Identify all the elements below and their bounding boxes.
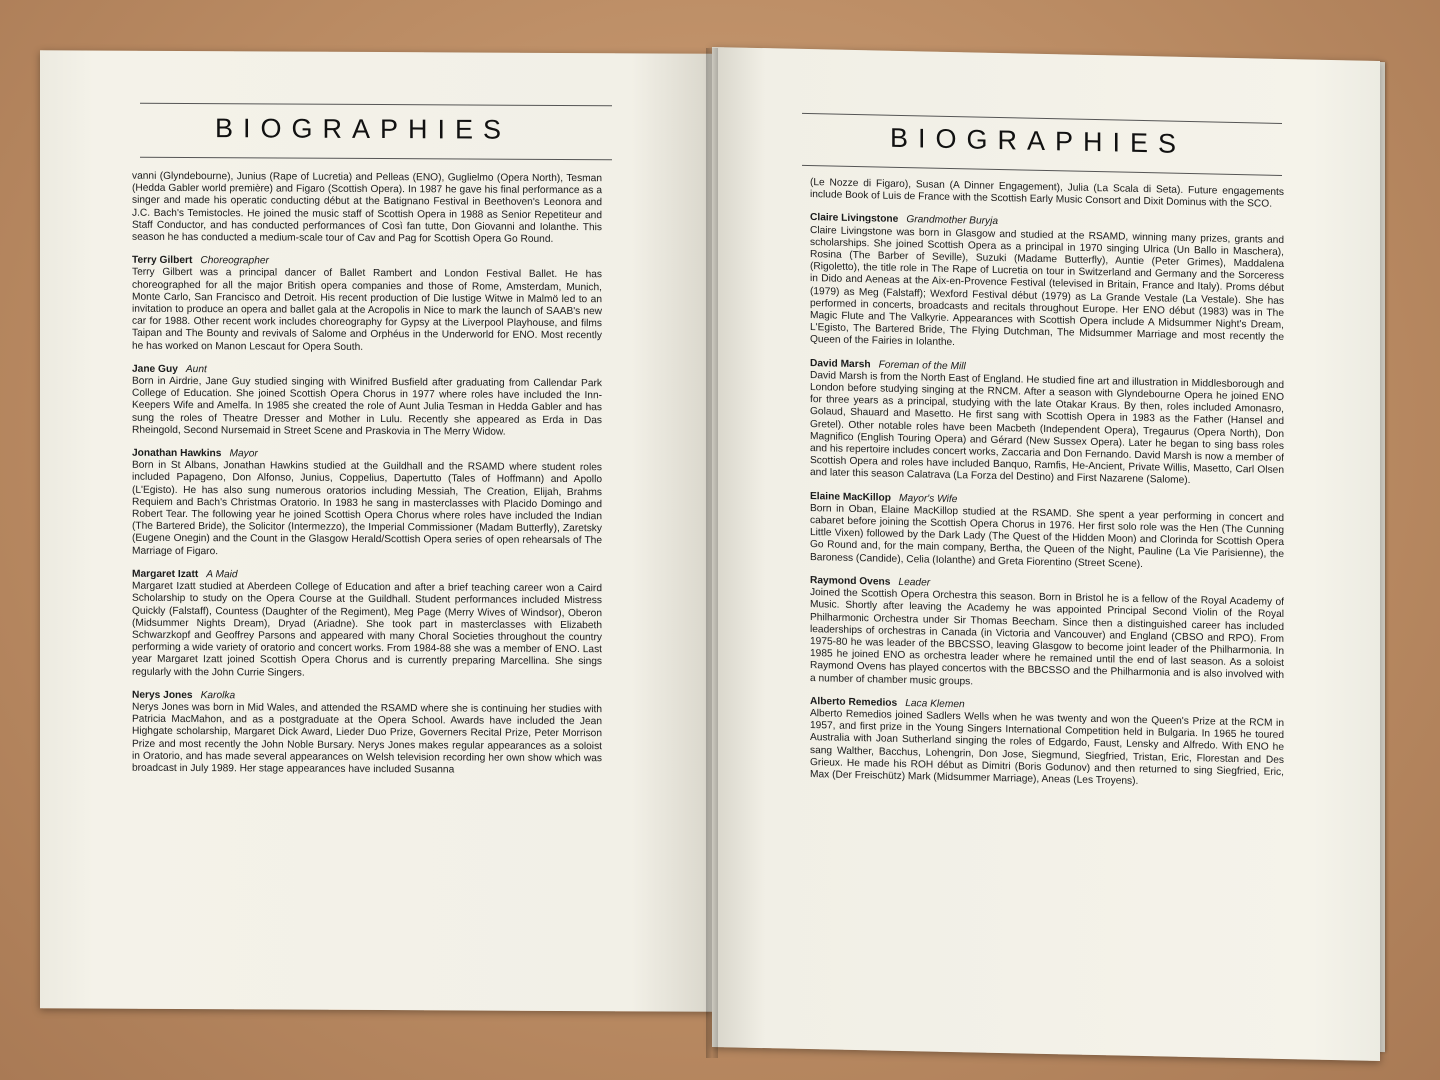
bio-text: Terry Gilbert was a principal dancer of Ballet Rambert and London Festival Ballet. He has choreographed for all the major British opera companies and those of Rome, Amsterdam, Munich, Monte Carlo, San Francisco and Detroit. His recent production of Die lustige Witwe in Malmö led to an invitation to produce an opera and ballet gala at the Acropolis in Nice to mark the launch of SAAB's new car for 1988. Other recent work includes choreography for Gypsy at the Liverpool Playhouse, and films Taipan and The Bounty and revivals of Salome and Orphéus in the Underworld for ENO. Most recently he has worked on Manon Lescaut for Opera South. — [132, 267, 602, 353]
right-page — [712, 47, 1380, 1061]
bio-column — [132, 171, 602, 789]
open-booklet — [40, 48, 1385, 1048]
bio-text: Margaret Izatt studied at Aberdeen College of Education and after a brief teaching career won a Caird Scholarship to study on the Opera Course at the Guildhall. Student performances included Mistress Quickly (Falstaff), Countess (Daughter of the Regiment), Meg Page (Merry Wives of Windsor), Oberon (Midsummer Nights Dream), Dryad (Ariadne). She took part in masterclasses with Elizabeth Schwarzkopf and Geoffrey Parsons and appeared with many Choral Societies throughout the country performing a wide variety of oratorio and concert works. From 1984-88 she was a member of ENO. Last year Margaret Izatt joined Scottish Opera Chorus and is currently preparing Marcellina. She sings regularly with the John Currie Singers. — [132, 580, 602, 679]
bio-role: Aunt — [185, 363, 207, 375]
bio-text: Born in St Albans, Jonathan Hawkins studied at the Guildhall and the RSAMD where student roles included Papageno, Don Alfonso, Junius, Coppelius, Dapertutto (Tales of Hoffmann) and Apollo (L'Egisto). He has also sung numerous oratorios including Messiah, The Creation, Elijah, Brahms Requiem and Bach's Christmas Oratorio. In 1983 he sang in masterclasses with Placido Domingo and Robert Tear. The following year he joined Scottish Opera Chorus where roles have included the Indian (The Bartered Bride), the Solicitor (Intermezzo), the Imperial Commissioner (Madam Butterfly), Zaretsky (Eugene Onegin) and the Count in the Glasgow Herald/Scottish Opera series of open rehearsals of The Marriage of Figaro. — [132, 459, 602, 557]
bio-entry — [810, 575, 1284, 695]
bio-entry — [132, 569, 602, 681]
bio-entry — [132, 364, 602, 440]
bio-entry — [810, 358, 1284, 490]
bio-role: Laca Klemen — [905, 697, 965, 711]
bio-name: Alberto Remedios — [810, 695, 898, 709]
bio-name: Claire Livingstone — [810, 212, 899, 226]
bio-role: Mayor — [229, 448, 258, 460]
bio-column — [810, 177, 1284, 802]
bio-entry — [810, 491, 1284, 574]
bio-text: Born in Oban, Elaine MacKillop studied at the RSAMD. She spent a year performing in concert and cabaret before joining the Scottish Opera Chorus in 1976. Her first solo role was the Hen (The Cunning Little Vixen) followed by the Dark Lady (The Quest of the Hidden Moon) and Clorinda for Scottish Opera Go Round and, for the main company, Bertha, the Queen of the Night, Pauline (La Vie Parisienne), the Baroness (Candide), Celia (Iolanthe) and Greta Fiorentino (Street Scene). — [810, 502, 1284, 570]
bio-name: David Marsh — [810, 357, 871, 370]
heading-rule-top — [802, 113, 1282, 124]
continued-text: (Le Nozze di Figaro), Susan (A Dinner Engagement), Julia (La Scala di Seta). Future engagements include Book of Luis de France with the Scottish Early Music Consort and Dixit Dominus with the SCO. — [810, 177, 1284, 210]
bio-role: Foreman of the Mill — [878, 359, 966, 372]
bio-text: Alberto Remedios joined Sadlers Wells when he was twenty and won the Queen's Prize at the RCM in 1957, and first prize in the Young Singers International Competition held in Bulgaria. In 1965 he toured Australia with Joan Sutherland singing the roles of Edgardo, Faust, Lensky and Alfredo. With ENO he sang Walther, Bacchus, Lohengrin, Don Jose, Siegmund, Siegfried, Tristan, Eric, Florestan and Des Grieux. He made his ROH début as Dimitri (Boris Godunov) and then returned to sing Siegfried, Eric, Max (Der Freischütz) Mark (Midsummer Marriage), Aneas (Les Troyens). — [810, 707, 1284, 787]
bio-entry — [132, 689, 602, 777]
bio-role: Leader — [898, 576, 931, 589]
bio-entry — [132, 448, 602, 560]
bio-text: Claire Livingstone was born in Glasgow and studied at the RSAMD, winning many prizes, grants and scholarships. She joined Scottish Opera as a principal in 1970 singing Ulrica (Un Ballo in Maschera), Rosina (The Barber of Seville), Suzuki (Madame Butterfly), Auntie (Peter Grimes), Maddalena (Rigoletto), the title role in The Rape of Lucretia on tour in Switzerland and Germany and the Sorceress in Dido and Aeneas at the Aix-en-Provence Festival (televised in Britain, France and Italy). Proms début (1979) as Meg (Falstaff); Wexford Festival début (1979) as La Grande Vestale (La Vestale). She has performed in concerts, broadcasts and recitals throughout Europe. Her ENO début (1983) was in The Magic Flute and The Valkyrie. Appearances with Scottish Opera include A Midsummer Night's Dream, L'Egisto, The Bartered Bride, The Flying Dutchman, The Midsummer Marriage and most recently the Queen of the Fairies in Iolanthe. — [810, 224, 1284, 349]
heading-rule-bottom — [802, 165, 1282, 176]
bio-name: Margaret Izatt — [132, 568, 199, 580]
left-page — [40, 50, 712, 1012]
bio-name: Nerys Jones — [132, 689, 193, 701]
bio-entry — [810, 212, 1284, 356]
bio-role: Grandmother Buryja — [906, 214, 999, 228]
bio-role: Mayor's Wife — [898, 492, 958, 505]
heading-rule-bottom — [140, 157, 612, 160]
page-heading: BIOGRAPHIES — [215, 113, 512, 145]
bio-name: Jane Guy — [132, 363, 178, 375]
bio-name: Raymond Ovens — [810, 574, 891, 588]
bio-role: Karolka — [200, 689, 236, 701]
page-heading: BIOGRAPHIES — [890, 122, 1187, 159]
bio-text: Nerys Jones was born in Mid Wales, and attended the RSAMD where she is continuing her studies with Patricia MacMahon, and as a postgraduate at the Opera School. Awards have included the Jean Highgate scholarship, Margaret Dick Award, Lieder Duo Prize, Governers Recital Prize, Peter Morrison Prize and most recently the John Noble Bursary. Nerys Jones makes regular appearances as a soloist in Oratorio, and has made several appearances on Welsh television recording her own show which was broadcast in July 1989. Her stage appearances have included Susanna — [132, 701, 602, 776]
bio-name: Terry Gilbert — [132, 254, 193, 267]
bio-role: A Maid — [206, 569, 238, 581]
bio-text: Joined the Scottish Opera Orchestra this season. Born in Bristol he is a fellow of the Royal Academy of Music. Shortly after leaving the Academy he was appointed Principal Second Violin of the Royal Philharmonic Orchestra under Sir Thomas Beecham. Since then a distinguished career has included leaderships of orchestras in Canada (in Victoria and Vancouver) and England (CBSO and RPO). From 1975-80 he was leader of the BBCSSO, leaving Glasgow to become joint leader of the Philharmonia. In 1985 he joined ENO as orchestra leader where he remained until the end of last season. As a soloist Raymond Ovens has played concertos with the BBCSSO and the Philharmonia and is also involved with a number of chamber music groups. — [810, 587, 1284, 687]
heading-rule-top — [140, 103, 612, 106]
bio-role: Choreographer — [200, 255, 269, 267]
bio-entry — [810, 696, 1284, 791]
bio-text: David Marsh is from the North East of England. He studied fine art and illustration in Middlesborough and London before studying singing at the RNCM. After a season with Glyndebourne Opera he joined ENO for three years as a principal, studying with the late Otakar Kraus. By then, roles included Amonasro, Golaud, Shauard and Masetto. He first sang with Scottish Opera in 1983 as the Father (Hansel and Gretel). Other notable roles have been Macbeth (Independent Opera), Tregaurus (Opera North), Don Magnifico (English Touring Opera) and Gérard (New Sussex Opera). Later he began to sing bass roles and his repertoire includes concert works, Zaccaria and Don Fernando. David Marsh is now a member of Scottish Opera and roles have included Banquo, Ramfis, He-Ancient, Private Willis, Masetto, Carl Olsen and later this season Calatrava (La Forza del Destino) and First Nazarene (Salome). — [810, 369, 1284, 487]
bio-name: Jonathan Hawkins — [132, 447, 222, 460]
bio-name: Elaine MacKillop — [810, 490, 891, 504]
bio-entry — [132, 255, 602, 355]
continued-text: vanni (Glyndebourne), Junius (Rape of Lucretia) and Pelleas (ENO), Guglielmo (Opera North), Tesman (Hedda Gabler world première) and Figaro (Scottish Opera). In 1987 he gave his final performance as a singer and made his operatic conducting début at the Batignano Festival in Beethoven's Leonora and J.C. Bach's Temistocles. He joined the music staff of Scottish Opera in 1988 as Senior Repetiteur and Staff Conductor, and has conducted performances of Così fan tutte, Don Giovanni and Iolanthe. This season he has conducted a medium-scale tour of Cav and Pag for Scottish Opera Go Round. — [132, 170, 602, 245]
bio-text: Born in Airdrie, Jane Guy studied singing with Winifred Busfield after graduating from Callendar Park College of Education. She joined Scottish Opera Chorus in 1977 where roles have included the Inn-Keepers Wife and Amelfa. In 1985 she created the role of Aunt Julia Tesman in Hedda Gabler and has sung the roles of Theatre Dresser and Mother in Lulu. Recently she appeared as Erda in Das Rheingold, Second Nursemaid in Street Scene and Praskovia in The Merry Widow. — [132, 375, 602, 438]
book-gutter — [706, 48, 718, 1058]
